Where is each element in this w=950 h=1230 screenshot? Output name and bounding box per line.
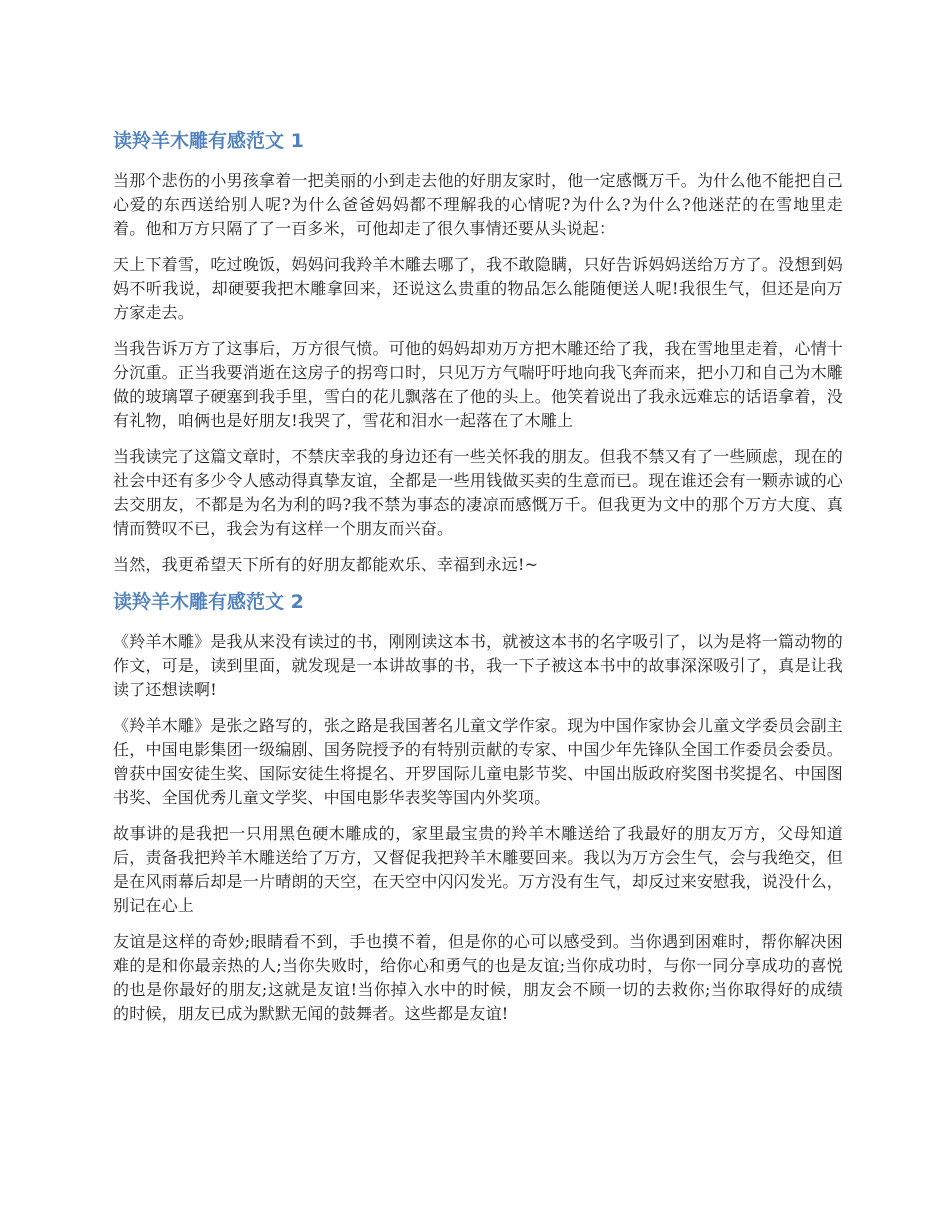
paragraph: 当我读完了这篇文章时，不禁庆幸我的身边还有一些关怀我的朋友。但我不禁又有了一些顾虑，现在的社会中还有多少令人感动得真挚友谊，全都是一些用钱做买卖的生意而已。现在谁还会有一颗赤诚的心去交朋友，不都是为名为利的吗?我不禁为事态的凄凉而感慨万千。但我更为文中的那个万方大度、真情而赞叹不已，我会为有这样一个朋友而兴奋。 bbox=[113, 447, 843, 538]
paragraph: 当然，我更希望天下所有的好朋友都能欢乐、幸福到永远!~ bbox=[113, 555, 539, 574]
document-page bbox=[113, 128, 843, 1038]
section-heading: 读羚羊木雕有感范文 2 bbox=[113, 591, 304, 613]
section-heading: 读羚羊木雕有感范文 1 bbox=[113, 130, 304, 152]
paragraph: 《羚羊木雕》是张之路写的，张之路是我国著名儿童文学作家。现为中国作家协会儿童文学委员会副主任，中国电影集团一级编剧、国务院授予的有特别贡献的专家、中国少年先锋队全国工作委员会委员。曾获中国安徒生奖、国际安徒生将提名、开罗国际儿童电影节奖、中国出版政府奖图书奖提名、中国图书奖、全国优秀儿童文学奖、中国电影华表奖等国内外奖项。 bbox=[113, 716, 843, 807]
paragraph: 友谊是这样的奇妙;眼睛看不到，手也摸不着，但是你的心可以感受到。当你遇到困难时，帮你解决困难的是和你最亲热的人;当你失败时，给你心和勇气的也是友谊;当你成功时，与你一同分享成功的喜悦的也是你最好的朋友;这就是友谊!当你掉入水中的时候，朋友会不顾一切的去救你;当你取得好的成绩的时候，朋友已成为默默无闻的鼓舞者。这些都是友谊! bbox=[113, 932, 843, 1023]
paragraph: 故事讲的是我把一只用黑色硬木雕成的，家里最宝贵的羚羊木雕送给了我最好的朋友万方，父母知道后，责备我把羚羊木雕送给了万方，又督促我把羚羊木雕要回来。我以为万方会生气，会与我绝交，但是在风雨幕后却是一片晴朗的天空，在天空中闪闪发光。万方没有生气，却反过来安慰我，说没什么，别记在心上 bbox=[113, 824, 843, 915]
paragraph: 当我告诉万方了这事后，万方很气愤。可他的妈妈却劝万方把木雕还给了我，我在雪地里走着，心情十分沉重。正当我要消逝在这房子的拐弯口时，只见万方气喘吁吁地向我飞奔而来，把小刀和自己为木雕做的玻璃罩子硬塞到我手里，雪白的花儿飘落在了他的头上。他笑着说出了我永远难忘的话语拿着，没有礼物，咱俩也是好朋友!我哭了，雪花和泪水一起落在了木雕上 bbox=[113, 339, 843, 430]
paragraph: 当那个悲伤的小男孩拿着一把美丽的小到走去他的好朋友家时，他一定感慨万千。为什么他不能把自己心爱的东西送给别人呢?为什么爸爸妈妈都不理解我的心情呢?为什么?为什么?他迷茫的在雪地里走着。他和万方只隔了了一百多米，可他却走了很久事情还要从头说起： bbox=[113, 171, 843, 238]
essay-section-1 bbox=[113, 128, 843, 577]
paragraph: 天上下着雪，吃过晚饭，妈妈问我羚羊木雕去哪了，我不敢隐瞒，只好告诉妈妈送给万方了。没想到妈妈不听我说，却硬要我把木雕拿回来，还说这么贵重的物品怎么能随便送人呢!我很生气，但还是向万方家走去。 bbox=[113, 255, 843, 322]
paragraph: 《羚羊木雕》是我从来没有读过的书，刚刚读这本书，就被这本书的名字吸引了，以为是将一篇动物的作文，可是，读到里面，就发现是一本讲故事的书，我一下子被这本书中的故事深深吸引了，真是让我读了还想读啊! bbox=[113, 632, 843, 699]
essay-section-2 bbox=[113, 589, 843, 1026]
